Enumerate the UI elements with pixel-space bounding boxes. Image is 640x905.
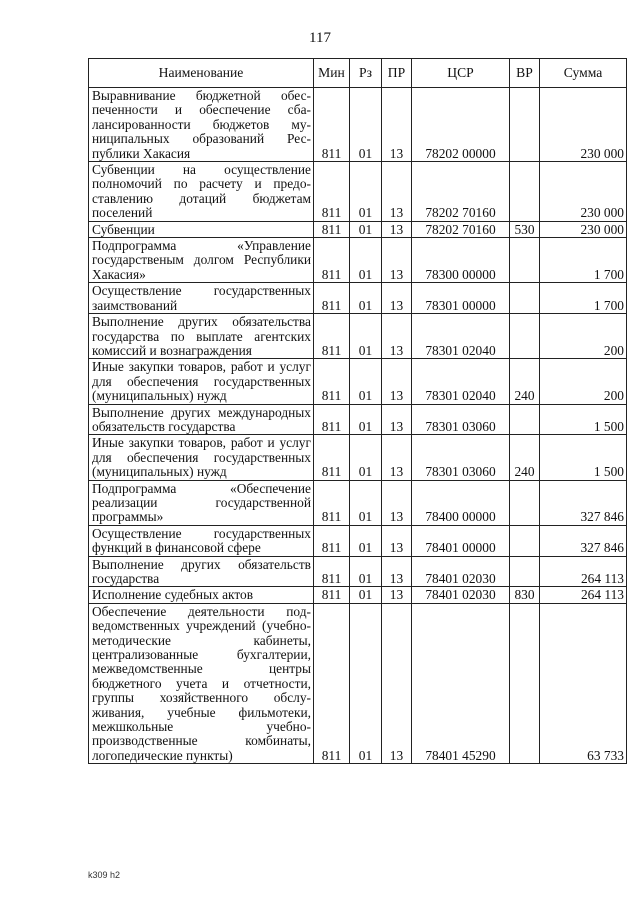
- cell-rz: 01: [350, 88, 382, 162]
- header-sum: Сумма: [540, 59, 627, 88]
- cell-rz: 01: [350, 314, 382, 359]
- cell-vr: [510, 162, 540, 222]
- cell-pr: 13: [382, 404, 412, 435]
- cell-vr: [510, 283, 540, 314]
- cell-min: 811: [314, 162, 350, 222]
- cell-vr: 240: [510, 435, 540, 480]
- cell-name: Исполнение судебных актов: [89, 587, 314, 603]
- cell-pr: 13: [382, 238, 412, 283]
- cell-rz: 01: [350, 283, 382, 314]
- cell-min: 811: [314, 587, 350, 603]
- cell-vr: 530: [510, 221, 540, 237]
- cell-csr: 78301 03060: [412, 435, 510, 480]
- cell-min: 811: [314, 283, 350, 314]
- cell-vr: 240: [510, 359, 540, 404]
- table-row: [89, 404, 627, 435]
- cell-pr: 13: [382, 221, 412, 237]
- cell-sum: 327 846: [540, 480, 627, 525]
- cell-name: Субвенции: [89, 221, 314, 237]
- cell-csr: 78202 70160: [412, 162, 510, 222]
- table-row: [89, 480, 627, 525]
- cell-rz: 01: [350, 221, 382, 237]
- cell-rz: 01: [350, 238, 382, 283]
- cell-min: 811: [314, 238, 350, 283]
- cell-sum: 1 700: [540, 238, 627, 283]
- table-row: [89, 603, 627, 763]
- cell-min: 811: [314, 603, 350, 763]
- cell-csr: 78300 00000: [412, 238, 510, 283]
- cell-pr: 13: [382, 88, 412, 162]
- cell-sum: 264 113: [540, 556, 627, 587]
- table-row: [89, 283, 627, 314]
- cell-sum: 200: [540, 359, 627, 404]
- cell-csr: 78301 02040: [412, 359, 510, 404]
- cell-sum: 230 000: [540, 88, 627, 162]
- cell-pr: 13: [382, 480, 412, 525]
- header-name: Наименование: [89, 59, 314, 88]
- cell-csr: 78401 02030: [412, 587, 510, 603]
- cell-pr: 13: [382, 435, 412, 480]
- cell-sum: 1 500: [540, 404, 627, 435]
- cell-rz: 01: [350, 404, 382, 435]
- cell-sum: 1 500: [540, 435, 627, 480]
- cell-name: Подпрограмма «Обеспечение реализации государственной программы»: [89, 480, 314, 525]
- cell-vr: [510, 603, 540, 763]
- cell-csr: 78202 70160: [412, 221, 510, 237]
- cell-sum: 230 000: [540, 221, 627, 237]
- table-row: [89, 162, 627, 222]
- footer-code: k309 h2: [88, 870, 121, 880]
- cell-rz: 01: [350, 587, 382, 603]
- cell-csr: 78401 45290: [412, 603, 510, 763]
- cell-pr: 13: [382, 556, 412, 587]
- table-row: [89, 314, 627, 359]
- cell-vr: 830: [510, 587, 540, 603]
- cell-vr: [510, 525, 540, 556]
- cell-pr: 13: [382, 283, 412, 314]
- header-pr: ПР: [382, 59, 412, 88]
- cell-min: 811: [314, 88, 350, 162]
- table-row: [89, 359, 627, 404]
- cell-sum: 230 000: [540, 162, 627, 222]
- cell-min: 811: [314, 404, 350, 435]
- budget-table: [88, 58, 627, 764]
- cell-pr: 13: [382, 314, 412, 359]
- header-vr: ВР: [510, 59, 540, 88]
- cell-vr: [510, 238, 540, 283]
- cell-sum: 264 113: [540, 587, 627, 603]
- cell-pr: 13: [382, 525, 412, 556]
- cell-name: Иные закупки товаров, работ и услуг для обеспечения государственных (муниципальных) нужд: [89, 359, 314, 404]
- table-row: [89, 556, 627, 587]
- cell-name: Выполнение других обязательств государства: [89, 556, 314, 587]
- cell-pr: 13: [382, 162, 412, 222]
- cell-min: 811: [314, 221, 350, 237]
- cell-name: Осуществление государственных заимствований: [89, 283, 314, 314]
- cell-name: Выполнение других обязательства государства по выплате агентских комиссий и вознаграждения: [89, 314, 314, 359]
- cell-name: Субвенции на осуществление полномочий по расчету и предоставлению дотаций бюджетам поселений: [89, 162, 314, 222]
- cell-name: Выполнение других международных обязательств государства: [89, 404, 314, 435]
- cell-rz: 01: [350, 435, 382, 480]
- cell-sum: 200: [540, 314, 627, 359]
- table-row: [89, 525, 627, 556]
- header-csr: ЦСР: [412, 59, 510, 88]
- table-row: [89, 88, 627, 162]
- cell-vr: [510, 314, 540, 359]
- cell-rz: 01: [350, 603, 382, 763]
- cell-min: 811: [314, 359, 350, 404]
- table-row: [89, 221, 627, 237]
- cell-csr: 78301 00000: [412, 283, 510, 314]
- cell-vr: [510, 404, 540, 435]
- cell-vr: [510, 480, 540, 525]
- cell-csr: 78401 00000: [412, 525, 510, 556]
- cell-name: Иные закупки товаров, работ и услуг для обеспечения государственных (муниципальных) нужд: [89, 435, 314, 480]
- cell-sum: 1 700: [540, 283, 627, 314]
- cell-name: Выравнивание бюджетной обеспеченности и обеспечение сбалансированности бюджетов муниципальных образований Республики Хакасия: [89, 88, 314, 162]
- cell-csr: 78202 00000: [412, 88, 510, 162]
- cell-min: 811: [314, 314, 350, 359]
- cell-rz: 01: [350, 359, 382, 404]
- cell-pr: 13: [382, 359, 412, 404]
- table-row: [89, 435, 627, 480]
- table-row: [89, 587, 627, 603]
- cell-csr: 78401 02030: [412, 556, 510, 587]
- cell-vr: [510, 556, 540, 587]
- cell-rz: 01: [350, 556, 382, 587]
- cell-min: 811: [314, 525, 350, 556]
- cell-name: Подпрограмма «Управление государственым долгом Республики Хакасия»: [89, 238, 314, 283]
- cell-pr: 13: [382, 587, 412, 603]
- page-number: 117: [309, 30, 331, 46]
- cell-csr: 78301 03060: [412, 404, 510, 435]
- cell-rz: 01: [350, 525, 382, 556]
- cell-pr: 13: [382, 603, 412, 763]
- table-row: [89, 238, 627, 283]
- cell-rz: 01: [350, 480, 382, 525]
- cell-csr: 78301 02040: [412, 314, 510, 359]
- cell-min: 811: [314, 480, 350, 525]
- cell-sum: 327 846: [540, 525, 627, 556]
- header-rz: Рз: [350, 59, 382, 88]
- cell-min: 811: [314, 435, 350, 480]
- cell-csr: 78400 00000: [412, 480, 510, 525]
- cell-name: Обеспечение деятельности подведомственных учреждений (учебно-методические кабинеты, централизованные бухгалтерии, межведомственные центры бюджетного учета и отчетности, группы хозяйственного обслуживания, учебные фильмотеки, межшкольные учебнопроизводственные комбинаты, логопедические пункты): [89, 603, 314, 763]
- table-header-row: [89, 59, 627, 88]
- cell-rz: 01: [350, 162, 382, 222]
- cell-min: 811: [314, 556, 350, 587]
- cell-name: Осуществление государственных функций в финансовой сфере: [89, 525, 314, 556]
- cell-sum: 63 733: [540, 603, 627, 763]
- cell-vr: [510, 88, 540, 162]
- header-min: Мин: [314, 59, 350, 88]
